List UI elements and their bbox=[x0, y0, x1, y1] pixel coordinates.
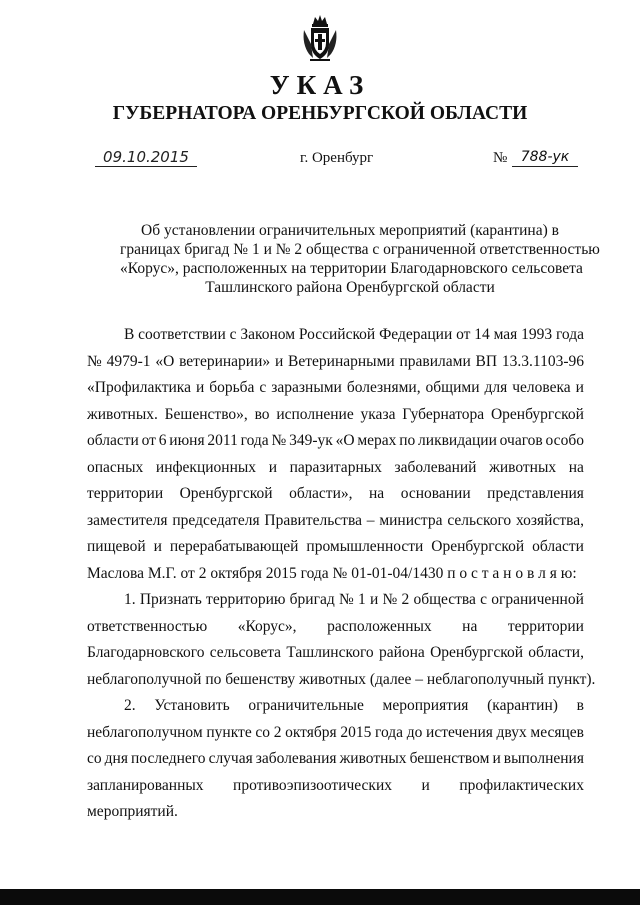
body-line bbox=[87, 640, 584, 667]
body-line bbox=[87, 587, 584, 614]
heading-line: «Корус», расположенных на территории Благодарновского сельсовета bbox=[120, 260, 583, 277]
body-word: территорию bbox=[206, 591, 286, 608]
body-word: и bbox=[575, 379, 584, 396]
body-word: Губернатора bbox=[402, 405, 485, 423]
body-word: 1 bbox=[357, 591, 366, 608]
body-word: Российской bbox=[298, 326, 376, 343]
body-word: «Профилактика bbox=[87, 379, 191, 396]
body-word: Правительства bbox=[264, 511, 362, 529]
coat-of-arms-icon bbox=[301, 14, 339, 62]
body-word: Оренбургской bbox=[430, 644, 524, 661]
scan-edge-bar bbox=[0, 889, 640, 905]
body-word: дня bbox=[104, 750, 128, 767]
decree-body bbox=[87, 322, 596, 826]
body-word: Бешенство», bbox=[164, 405, 248, 423]
body-line bbox=[87, 508, 584, 535]
body-word: ограниченной bbox=[491, 591, 584, 608]
body-word: от bbox=[456, 326, 471, 343]
body-word: особо bbox=[545, 432, 584, 449]
body-word: с bbox=[229, 326, 237, 343]
body-word: председателя bbox=[172, 511, 260, 529]
body-word: бригад bbox=[289, 591, 335, 608]
body-word: № bbox=[271, 432, 287, 449]
body-word: животных. bbox=[87, 405, 158, 423]
body-word: Оренбургской bbox=[431, 538, 525, 555]
body-word: пункте bbox=[206, 723, 252, 741]
body-word: Законом bbox=[240, 326, 296, 343]
body-line bbox=[87, 455, 584, 482]
body-word: профилактических bbox=[459, 776, 584, 794]
body-word: животных bbox=[339, 750, 407, 767]
body-word: с bbox=[480, 591, 488, 608]
body-word: 14 bbox=[474, 326, 490, 343]
body-word: области», bbox=[289, 485, 353, 502]
body-word: 2. bbox=[124, 697, 136, 714]
body-word: Благодарновского bbox=[87, 644, 205, 661]
body-word: 349-ук bbox=[289, 432, 333, 449]
body-word: года bbox=[555, 326, 584, 343]
body-line bbox=[87, 561, 584, 588]
body-word: представления bbox=[487, 485, 584, 502]
body-word: на bbox=[369, 485, 385, 502]
body-word: и bbox=[369, 591, 379, 608]
body-word: Установить bbox=[154, 697, 230, 714]
body-word: опасных bbox=[87, 458, 144, 476]
body-word: 4979-1 bbox=[106, 352, 151, 370]
body-word: № bbox=[382, 591, 398, 608]
body-word: общества bbox=[413, 591, 476, 608]
body-line bbox=[87, 693, 584, 720]
body-word: указа bbox=[360, 405, 396, 423]
body-word: Ветеринарными bbox=[288, 352, 395, 370]
body-word: паразитарных bbox=[289, 458, 382, 476]
body-word: октября bbox=[285, 723, 337, 741]
body-word: со bbox=[87, 750, 102, 767]
body-word: мерах bbox=[357, 432, 397, 449]
body-word: ликвидации bbox=[418, 432, 497, 449]
body-word: мероприятия bbox=[382, 697, 469, 714]
body-line bbox=[87, 667, 596, 694]
body-word: запланированных bbox=[87, 776, 204, 794]
body-word: № bbox=[338, 591, 354, 608]
body-word: очагов bbox=[499, 432, 543, 449]
body-word: выполнения bbox=[503, 750, 584, 767]
body-word: правилами bbox=[399, 352, 471, 370]
body-word: ВП bbox=[475, 352, 498, 370]
body-word: В bbox=[124, 326, 135, 343]
body-word: от bbox=[141, 432, 156, 449]
body-word: и bbox=[274, 352, 284, 370]
body-word: неблагополучной по бешенству животных (далее – неблагополучный пункт). bbox=[87, 670, 596, 688]
body-word: исполнение bbox=[276, 405, 354, 423]
body-word: заболевания bbox=[255, 750, 337, 767]
heading-line: границах бригад № 1 и № 2 общества с ограниченной ответственностью bbox=[120, 241, 600, 258]
body-word: № bbox=[87, 352, 102, 370]
body-word: года bbox=[375, 723, 404, 741]
body-word: и bbox=[268, 458, 277, 476]
body-word: во bbox=[254, 405, 270, 423]
document-number: 788-ук bbox=[512, 148, 578, 167]
body-word: Маслова М.Г. от 2 октября 2015 года № 01-01-04/1430 п о с т а н о в л я ю: bbox=[87, 564, 577, 582]
body-line bbox=[87, 375, 584, 402]
heading-line: Об установлении ограничительных мероприятий (карантина) в bbox=[141, 222, 559, 239]
body-word: и bbox=[153, 538, 162, 555]
document-subtitle: ГУБЕРНАТОРА ОРЕНБУРГСКОЙ ОБЛАСТИ bbox=[112, 103, 528, 124]
body-word: (карантин) bbox=[487, 697, 558, 714]
body-word: основании bbox=[400, 485, 471, 502]
body-line bbox=[87, 773, 584, 800]
body-word: области, bbox=[528, 644, 584, 661]
body-word: и bbox=[421, 776, 430, 794]
body-word: на bbox=[462, 617, 478, 635]
body-word: до bbox=[406, 723, 423, 741]
body-word: «О bbox=[335, 432, 355, 449]
body-word: со bbox=[255, 723, 271, 741]
body-word: случая bbox=[208, 750, 253, 767]
body-word: «Корус», bbox=[237, 617, 297, 635]
body-word: сельского bbox=[447, 511, 512, 529]
body-word: территории bbox=[87, 485, 164, 502]
body-word: ветеринарии» bbox=[179, 352, 271, 370]
body-word: перерабатывающей bbox=[169, 538, 299, 555]
body-word: неблагополучном bbox=[87, 723, 203, 741]
body-line bbox=[87, 799, 584, 826]
body-word: на bbox=[568, 458, 584, 476]
body-word: 2 bbox=[401, 591, 410, 608]
body-word: района bbox=[378, 644, 425, 661]
body-word: для bbox=[484, 379, 508, 396]
body-word: борьба bbox=[209, 379, 255, 396]
body-word: сельсовета bbox=[209, 644, 282, 661]
body-word: соответствии bbox=[138, 326, 226, 343]
body-word: животных bbox=[489, 458, 557, 476]
body-word: Ташлинского bbox=[286, 644, 374, 661]
body-word: 1993 bbox=[521, 326, 553, 343]
body-word: болезнями, bbox=[346, 379, 421, 396]
body-word: инфекционных bbox=[155, 458, 257, 476]
body-word: Оренбургской bbox=[490, 405, 584, 423]
body-word: мероприятий. bbox=[87, 803, 178, 820]
body-word: месяцев bbox=[530, 723, 584, 741]
body-word: хозяйства, bbox=[515, 511, 584, 529]
body-line bbox=[87, 534, 584, 561]
body-word: и bbox=[492, 750, 501, 767]
body-word: противоэпизоотических bbox=[233, 776, 393, 794]
body-word: области bbox=[532, 538, 584, 555]
body-word: заболеваний bbox=[394, 458, 477, 476]
body-word: 2015 bbox=[340, 723, 372, 741]
body-word: 2011 bbox=[207, 432, 238, 449]
body-word: области bbox=[87, 432, 139, 449]
body-word: ограничительные bbox=[248, 697, 364, 714]
body-word: Признать bbox=[139, 591, 202, 608]
body-word: Оренбургской bbox=[179, 485, 273, 502]
body-line bbox=[87, 322, 584, 349]
body-word: территории bbox=[507, 617, 584, 635]
body-word: в bbox=[576, 697, 584, 714]
body-word: общими bbox=[425, 379, 480, 396]
body-word: 6 bbox=[158, 432, 167, 449]
body-word: с bbox=[259, 379, 267, 396]
document-title: УКАЗ bbox=[269, 70, 371, 100]
body-word: мая bbox=[493, 326, 518, 343]
body-word: ответственностью bbox=[87, 617, 208, 635]
body-word: заразными bbox=[271, 379, 342, 396]
body-word: по bbox=[399, 432, 416, 449]
body-word: Федерации bbox=[379, 326, 453, 343]
body-word: последнего bbox=[131, 750, 206, 767]
body-line bbox=[87, 402, 584, 429]
decree-heading bbox=[120, 221, 600, 297]
body-line bbox=[87, 746, 584, 773]
body-word: и bbox=[195, 379, 205, 396]
body-line bbox=[87, 349, 584, 376]
body-word: – bbox=[366, 511, 375, 529]
body-word: пищевой bbox=[87, 538, 146, 555]
number-sign: № bbox=[493, 150, 508, 166]
document-date: 09.10.2015 bbox=[95, 148, 197, 167]
body-word: двух bbox=[496, 723, 527, 741]
body-word: «О bbox=[155, 352, 175, 370]
body-line bbox=[87, 720, 584, 747]
body-word: истечения bbox=[426, 723, 493, 741]
body-word: заместителя bbox=[87, 511, 168, 529]
body-line bbox=[87, 428, 584, 455]
body-word: бешенством bbox=[409, 750, 490, 767]
heading-line: Ташлинского района Оренбургской области bbox=[205, 279, 495, 296]
body-word: расположенных bbox=[327, 617, 432, 635]
body-line bbox=[87, 481, 584, 508]
body-word: 2 bbox=[273, 723, 282, 741]
body-word: июня bbox=[169, 432, 205, 449]
document-city: г. Оренбург bbox=[300, 150, 374, 166]
body-word: человека bbox=[512, 379, 571, 396]
body-word: года bbox=[240, 432, 269, 449]
body-word: промышленности bbox=[306, 538, 424, 555]
body-word: министра bbox=[379, 511, 443, 529]
body-line bbox=[87, 614, 584, 641]
body-word: 1. bbox=[124, 591, 136, 608]
body-word: 13.3.1103-96 bbox=[501, 352, 584, 370]
